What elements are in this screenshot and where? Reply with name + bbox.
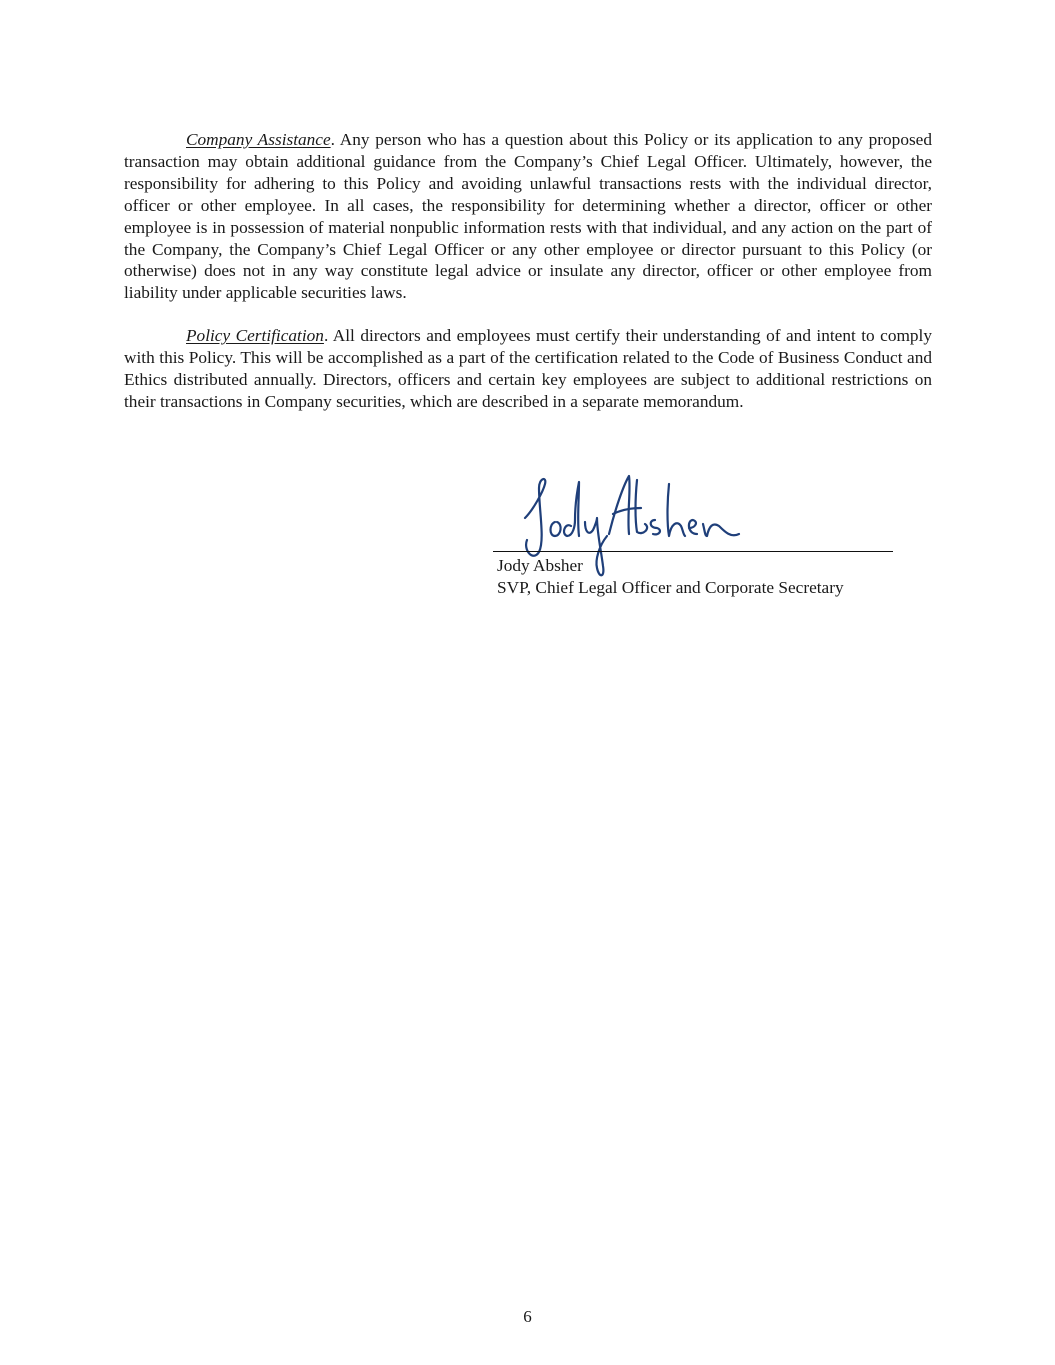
paragraph-heading: Company Assistance xyxy=(186,130,331,149)
signature-line xyxy=(493,551,893,552)
paragraph-company-assistance xyxy=(124,129,932,304)
paragraph-body: . All directors and employees must certify their understanding of and intent to comply with this Policy. This will be accomplished as a part of the certification related to the Code of Business Conduct and Ethics distributed annually. Directors, officers and certain key employees are subject to additional restrictions on their transactions in Company securities, which are described in a separate memorandum. xyxy=(124,326,932,411)
paragraph-body: . Any person who has a question about this Policy or its application to any proposed transaction may obtain additional guidance from the Company’s Chief Legal Officer. Ultimately, however, the responsibility for adhering to this Policy and avoiding unlawful transactions rests with the individual director, officer or other employee. In all cases, the responsibility for determining whether a director, officer or other employee is in possession of material nonpublic information rests with that individual, and any action on the part of the Company, the Company’s Chief Legal Officer or any other employee or director pursuant to this Policy (or otherwise) does not in any way constitute legal advice or insulate any director, officer or other employee from liability under applicable securities laws. xyxy=(124,130,932,303)
page-number: 6 xyxy=(523,1307,532,1326)
signatory-name: Jody Absher xyxy=(497,556,583,575)
signatory-title: SVP, Chief Legal Officer and Corporate Secretary xyxy=(497,578,844,597)
signature-block xyxy=(493,470,893,610)
paragraph-heading: Policy Certification xyxy=(186,326,324,345)
paragraph-policy-certification xyxy=(124,325,932,413)
